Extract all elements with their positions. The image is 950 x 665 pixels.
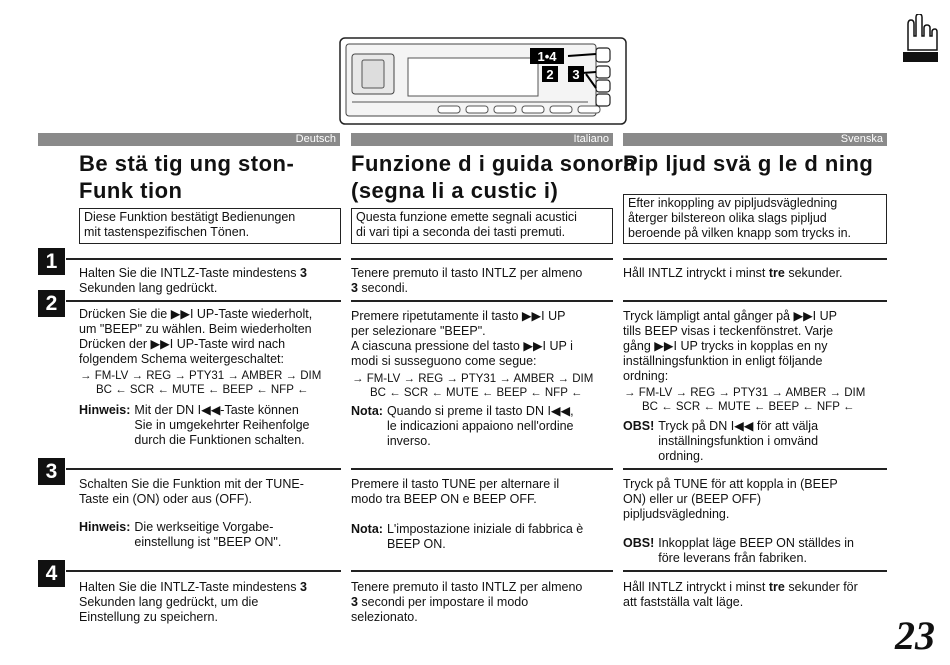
- step4-de-a: Halten Sie die INTLZ-Taste mindestens: [79, 580, 300, 594]
- step4-de-line: Einstellung zu speichern.: [79, 610, 218, 624]
- intro-sv-line: beroende på vilken knapp som trycks in.: [628, 226, 852, 240]
- step4-text-sv: [623, 580, 887, 610]
- note-label-sv: OBS!: [623, 419, 655, 433]
- step2-text-de: [79, 307, 341, 367]
- sequence-sv: [624, 386, 865, 414]
- step-number-4: 4: [38, 560, 65, 587]
- step1-text-sv: [623, 266, 887, 281]
- step3-it-line: Premere il tasto TUNE per alternare il: [351, 477, 560, 491]
- note-label-sv: OBS!: [623, 536, 655, 550]
- step4-it-d: selezionato.: [351, 610, 418, 624]
- language-label-it: Italiano: [573, 133, 609, 145]
- step1-de-c: Sekunden lang gedrückt.: [79, 281, 218, 295]
- step1-text-de: [79, 266, 341, 296]
- intro-de-line: mit tastenspezifischen Tönen.: [84, 225, 250, 239]
- step2-note-sv: [623, 419, 887, 464]
- intro-de-line: Diese Funktion bestätigt Bedienungen: [84, 210, 296, 224]
- step4-de-b: 3: [299, 580, 307, 594]
- step1-it-c: secondi.: [357, 281, 408, 295]
- sequence-de-top: → FM-LV → REG → PTY31 → AMBER → DIM: [80, 370, 322, 382]
- step2-note-de: [79, 403, 341, 448]
- note-label-de: Hinweis:: [79, 403, 131, 417]
- intro-sv-line: Efter inkoppling av pipljudsvägledning: [628, 196, 838, 210]
- step3-sv-line: pipljudsvägledning.: [623, 507, 730, 521]
- step1-de-a: Halten Sie die INTLZ-Taste mindestens: [79, 266, 300, 280]
- step4-de-line: Sekunden lang gedrückt, um die: [79, 595, 259, 609]
- language-label-sv: Svenska: [840, 133, 883, 145]
- step2-sv-line: Tryck lämpligt antal gånger på ▶▶I UP: [623, 309, 837, 323]
- step2-it-line: per selezionare "BEEP".: [351, 324, 486, 338]
- step1-sv-c: sekunder.: [784, 266, 843, 280]
- step1-de-b: 3: [299, 266, 307, 280]
- step3-sv-line: Tryck på TUNE för att koppla in (BEEP: [623, 477, 838, 491]
- step1-sv-b: tre: [768, 266, 785, 280]
- note-sv-line: före leverans från fabriken.: [658, 551, 807, 565]
- step-rule: [351, 258, 613, 260]
- language-label-de: Deutsch: [295, 133, 336, 145]
- sequence-it: [352, 372, 593, 400]
- step2-sv-line: gång ▶▶I UP trycks in kopplas en ny: [623, 339, 828, 353]
- step3-sv-line: ON) eller ur (BEEP OFF): [623, 492, 761, 506]
- step3-text-it: [351, 477, 613, 507]
- title-it: [351, 150, 636, 204]
- note-sv-line: ordning.: [658, 449, 704, 463]
- step-number-3: 3: [38, 458, 65, 485]
- title-it-line1: Funzione d i guida sonora: [351, 151, 637, 176]
- note-label-de: Hinweis:: [79, 520, 131, 534]
- note-de-line: einstellung ist "BEEP ON".: [134, 535, 282, 549]
- step2-de-line: folgendem Schema weitergeschaltet:: [79, 352, 284, 366]
- step-number-1: 1: [38, 248, 65, 275]
- step-rule: [66, 570, 341, 572]
- step-rule: [66, 468, 341, 470]
- step3-de-line: Taste ein (ON) oder aus (OFF).: [79, 492, 252, 506]
- note-de-line: durch die Funktionen schalten.: [134, 433, 305, 447]
- note-label-it: Nota:: [351, 522, 383, 536]
- title-de: [79, 150, 294, 204]
- title-sv-line1: Pip ljud svä g le d ning: [623, 151, 874, 176]
- language-bar-it: [351, 133, 613, 146]
- step2-de-line: um "BEEP" zu wählen. Beim wiederholten: [79, 322, 312, 336]
- language-bar-de: [38, 133, 340, 146]
- step-rule: [66, 258, 341, 260]
- sequence-sv-top: → FM-LV → REG → PTY31 → AMBER → DIM: [624, 387, 866, 399]
- step2-it-line: modi si susseguono come segue:: [351, 354, 537, 368]
- step4-sv-d: att fastställa valt läge.: [623, 595, 744, 609]
- step-rule: [623, 258, 887, 260]
- note-sv-line: inställningsfunktion i omvänd: [658, 434, 819, 448]
- step3-note-de: [79, 520, 341, 550]
- step-rule: [351, 570, 613, 572]
- step4-it-b: 3: [351, 595, 358, 609]
- step1-it-a: Tenere premuto il tasto INTLZ per almeno: [351, 266, 583, 280]
- step2-it-line: A ciascuna pressione del tasto ▶▶I UP i: [351, 339, 573, 353]
- note-it-line: le indicazioni appaiono nell'ordine: [386, 419, 574, 433]
- step2-sv-line: ordning:: [623, 369, 669, 383]
- note-sv-line: Tryck på DN I◀◀ för att välja: [658, 419, 819, 433]
- page-number: 23: [895, 613, 935, 658]
- illustration-label-1-4: 1•4: [537, 49, 557, 64]
- step3-note-sv: [623, 536, 887, 566]
- step3-de-line: Schalten Sie die Funktion mit der TUNE-: [79, 477, 304, 491]
- step4-sv-c: sekunder för: [784, 580, 858, 594]
- note-it-line: Quando si preme il tasto DN I◀◀,: [386, 404, 574, 418]
- pointing-hand-icon: [902, 14, 938, 64]
- step-rule: [623, 570, 887, 572]
- step2-text-sv: [623, 309, 887, 384]
- note-it-line: BEEP ON.: [386, 537, 446, 551]
- step-rule: [66, 300, 341, 302]
- step2-it-line: Premere ripetutamente il tasto ▶▶I UP: [351, 309, 566, 323]
- title-de-line1: Be stä tig ung ston-: [79, 151, 295, 176]
- title-it-line2: (segna li a custic i): [351, 178, 559, 203]
- step4-text-it: [351, 580, 613, 625]
- note-sv-line: Inkopplat läge BEEP ON ställdes in: [658, 536, 854, 550]
- step4-sv-b: tre: [768, 580, 785, 594]
- sequence-it-bottom: BC ← SCR ← MUTE ← BEEP ← NFP ←: [370, 387, 583, 399]
- step2-note-it: [351, 404, 613, 449]
- step3-text-sv: [623, 477, 887, 522]
- note-label-it: Nota:: [351, 404, 383, 418]
- step3-note-it: [351, 522, 613, 552]
- step2-de-line: Drücken Sie die ▶▶I UP-Taste wiederholt,: [79, 307, 313, 321]
- step2-text-it: [351, 309, 613, 369]
- step2-de-line: Drücken der ▶▶I UP-Taste wird nach: [79, 337, 286, 351]
- step1-it-b: 3: [351, 281, 358, 295]
- step-rule: [623, 468, 887, 470]
- step3-it-line: modo tra BEEP ON e BEEP OFF.: [351, 492, 537, 506]
- intro-box-it: [351, 208, 613, 244]
- step-rule: [623, 300, 887, 302]
- step1-sv-a: Håll INTLZ intryckt i minst: [623, 266, 769, 280]
- intro-it-line: di vari tipi a seconda dei tasti premuti.: [356, 225, 566, 239]
- note-de-line: Sie in umgekehrter Reihenfolge: [134, 418, 310, 432]
- note-it-line: L'impostazione iniziale di fabbrica è: [386, 522, 584, 536]
- step3-text-de: [79, 477, 341, 507]
- intro-sv-line: återger bilstereon olika slags pipljud: [628, 211, 827, 225]
- intro-box-sv: [623, 194, 887, 244]
- illustration-label-2: 2: [546, 67, 554, 82]
- note-de-line: Die werkseitige Vorgabe-: [134, 520, 274, 534]
- note-it-line: inverso.: [386, 434, 431, 448]
- step4-text-de: [79, 580, 341, 625]
- language-bar-sv: [623, 133, 887, 146]
- car-stereo-illustration: [338, 36, 628, 126]
- step-rule: [351, 300, 613, 302]
- step4-it-a: Tenere premuto il tasto INTLZ per almeno: [351, 580, 583, 594]
- sequence-de-bottom: BC ← SCR ← MUTE ← BEEP ← NFP ←: [96, 384, 309, 396]
- sequence-de: [80, 369, 321, 397]
- intro-box-de: [79, 208, 341, 244]
- step-number-2: 2: [38, 290, 65, 317]
- step-rule: [351, 468, 613, 470]
- sequence-it-top: → FM-LV → REG → PTY31 → AMBER → DIM: [352, 373, 594, 385]
- step1-text-it: [351, 266, 613, 296]
- step4-sv-a: Håll INTLZ intryckt i minst: [623, 580, 769, 594]
- title-sv: [623, 150, 873, 177]
- intro-it-line: Questa funzione emette segnali acustici: [356, 210, 577, 224]
- note-de-line: Mit der DN I◀◀-Taste können: [134, 403, 299, 417]
- step2-sv-line: inställningsfunktion in enligt följande: [623, 354, 823, 368]
- step4-it-c: secondi per impostare il modo: [357, 595, 529, 609]
- title-de-line2: Funk tion: [79, 178, 183, 203]
- sequence-sv-bottom: BC ← SCR ← MUTE ← BEEP ← NFP ←: [642, 401, 855, 413]
- step2-sv-line: tills BEEP visas i teckenfönstret. Varje: [623, 324, 834, 338]
- illustration-label-3: 3: [572, 67, 580, 82]
